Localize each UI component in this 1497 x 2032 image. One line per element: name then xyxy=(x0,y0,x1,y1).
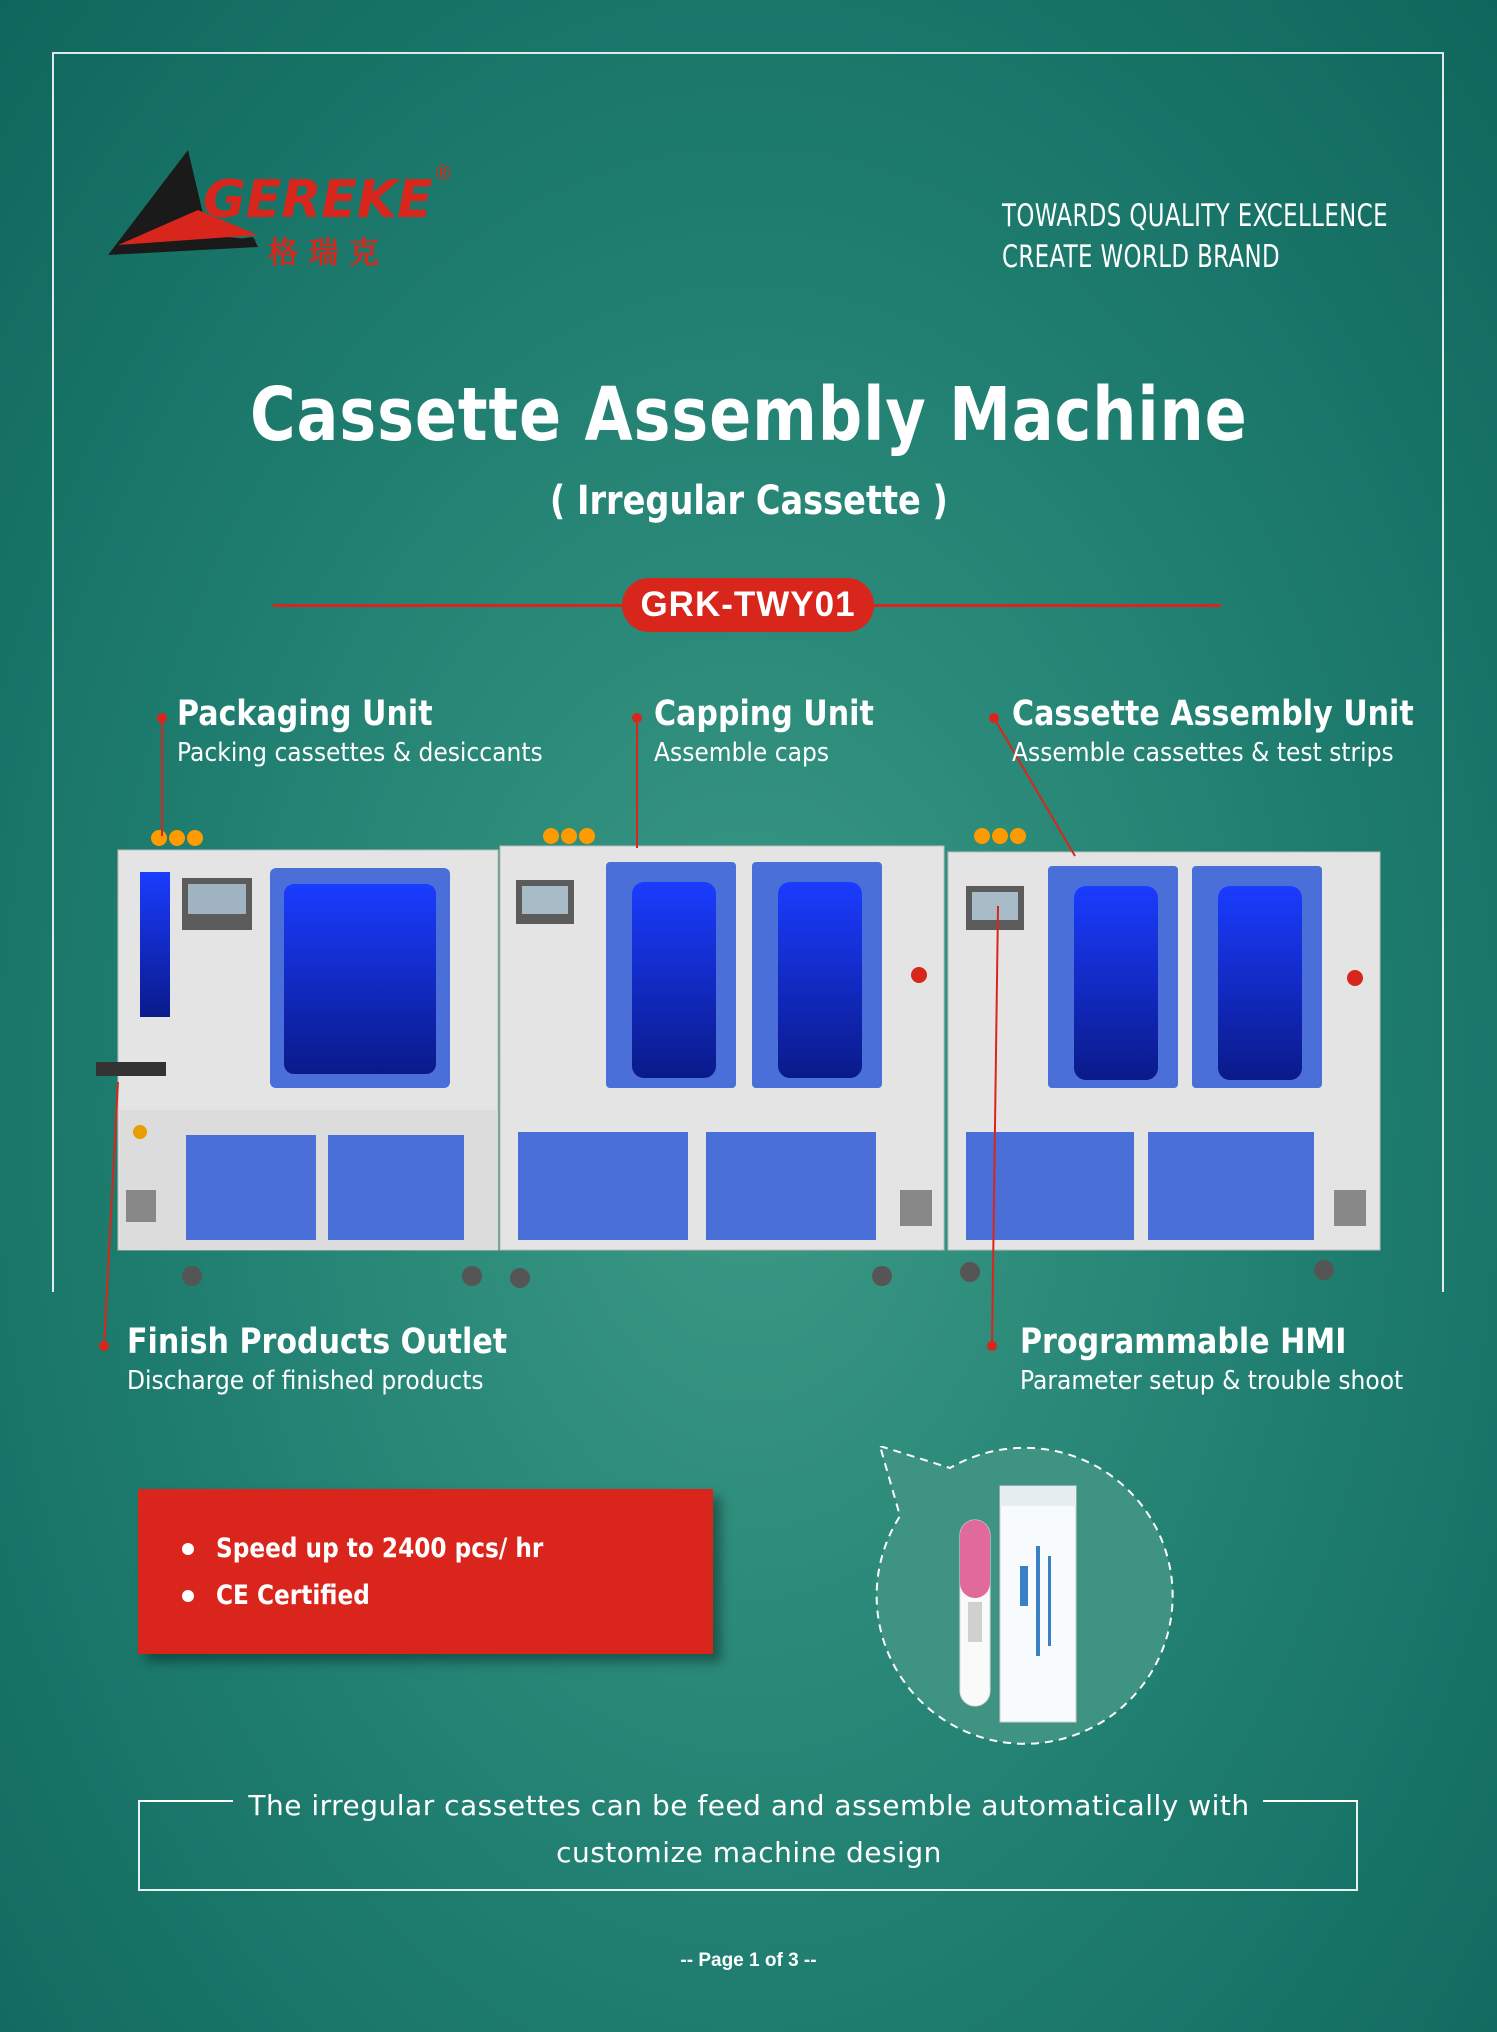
registered-mark: ® xyxy=(433,161,453,185)
model-badge: GRK-TWY01 xyxy=(622,578,874,632)
callout-packaging-unit xyxy=(177,694,583,768)
callout-title: Packaging Unit xyxy=(177,694,433,734)
callout-programmable-hmi xyxy=(1020,1322,1446,1396)
test-strip-cassette xyxy=(960,1520,990,1706)
bullet-icon xyxy=(182,1543,194,1555)
callout-cassette-assembly-unit xyxy=(1012,694,1479,768)
subtitle-text: ( Irregular Cassette ) xyxy=(549,478,948,524)
page-number: -- Page 1 of 3 -- xyxy=(680,1950,817,1971)
callout-title: Cassette Assembly Unit xyxy=(1012,694,1414,734)
features-box xyxy=(138,1489,713,1654)
slogan-line1: TOWARDS QUALITY EXCELLENCE xyxy=(1002,198,1388,234)
callout-desc: Discharge of finished products xyxy=(127,1366,484,1396)
callout-finish-products-outlet xyxy=(127,1322,569,1396)
callout-desc: Packing cassettes & desiccants xyxy=(177,738,543,768)
feature-text: Speed up to 2400 pcs/ hr xyxy=(216,1533,544,1564)
note-top-line xyxy=(138,1800,233,1802)
logo-chinese: 格 瑞 克 xyxy=(268,236,379,271)
note-top-line xyxy=(1263,1800,1358,1802)
bullet-icon xyxy=(182,1590,194,1602)
slogan-line2: CREATE WORLD BRAND xyxy=(1002,239,1281,275)
callout-desc: Parameter setup & trouble shoot xyxy=(1020,1366,1404,1396)
note-text: The irregular cassettes can be feed and assemble automatically with customize machine design xyxy=(248,1789,1250,1869)
callout-title: Capping Unit xyxy=(654,694,874,734)
callout-title: Programmable HMI xyxy=(1020,1322,1347,1362)
callout-desc: Assemble cassettes & test strips xyxy=(1012,738,1394,768)
logo-text: GEREKE xyxy=(203,170,433,230)
foil-pouch xyxy=(1000,1486,1076,1722)
callout-capping-unit xyxy=(654,694,910,768)
product-bubble xyxy=(860,1446,1180,1756)
callout-desc: Assemble caps xyxy=(654,738,830,768)
title-text: Cassette Assembly Machine xyxy=(249,372,1248,458)
feature-item xyxy=(182,1572,713,1619)
feature-item xyxy=(182,1525,713,1572)
callout-title: Finish Products Outlet xyxy=(127,1322,508,1362)
feature-text: CE Certified xyxy=(216,1580,370,1611)
